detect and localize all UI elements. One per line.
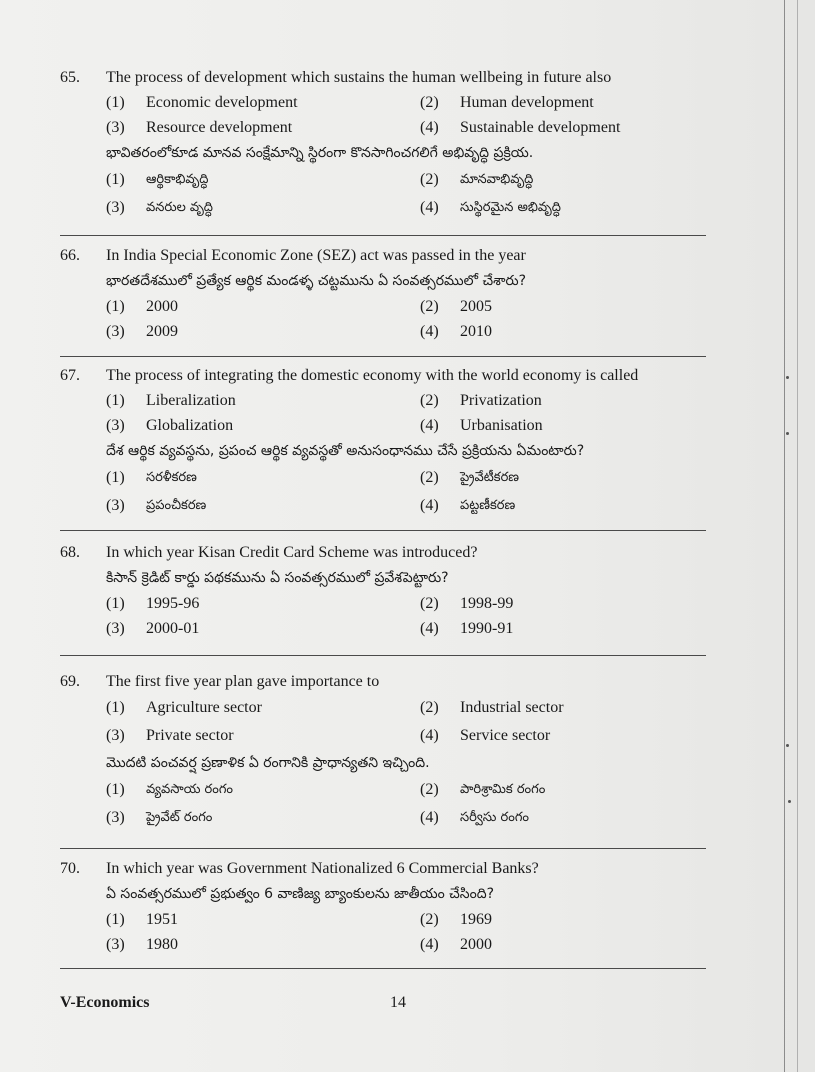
option-label: సుస్థిరమైన అభివృద్ధి <box>460 200 561 215</box>
option <box>420 616 706 641</box>
question-number: 65. <box>60 69 80 86</box>
option-label: 2010 <box>460 323 492 340</box>
question-67 <box>60 364 706 520</box>
option-number: (4) <box>420 323 439 340</box>
option-number: (1) <box>106 298 125 315</box>
scan-speck <box>788 800 791 803</box>
footer-subject: V-Economics <box>60 994 150 1011</box>
option-number: (3) <box>106 119 125 136</box>
options-english <box>60 907 706 957</box>
question-text: The process of development which sustains the human wellbeing in future also <box>106 69 612 86</box>
option <box>106 492 420 520</box>
question-separator <box>60 848 706 849</box>
option-label: ప్రైవేటీకరణ <box>460 470 520 485</box>
option-label: Agriculture sector <box>146 699 262 716</box>
option-number: (1) <box>106 392 125 409</box>
option <box>420 591 706 616</box>
option-number: (1) <box>106 595 125 612</box>
option <box>106 804 420 832</box>
options-english <box>60 694 706 750</box>
options-english <box>60 90 706 140</box>
option-number: (2) <box>420 469 439 486</box>
option-label: 2000 <box>146 298 178 315</box>
page-number: 14 <box>390 994 406 1011</box>
option-number: (3) <box>106 323 125 340</box>
option <box>106 194 420 222</box>
option-label: వనరుల వృద్ధి <box>146 200 213 215</box>
scan-speck <box>786 744 789 747</box>
options-telugu <box>60 776 706 832</box>
scan-speck <box>786 376 789 379</box>
option-label: Service sector <box>460 727 551 744</box>
option-label: 1969 <box>460 911 492 928</box>
question-text-telugu: ఏ సంవత్సరములో ప్రభుత్వం 6 వాణిజ్య బ్యాంకులను జాతీయం చేసింది? <box>106 886 495 902</box>
question-65 <box>60 66 706 222</box>
option-number: (2) <box>420 94 439 111</box>
question-separator <box>60 655 706 656</box>
option <box>420 166 706 194</box>
option-number: (4) <box>420 119 439 136</box>
question-68 <box>60 541 706 641</box>
option-number: (4) <box>420 727 439 744</box>
option-number: (3) <box>106 727 125 744</box>
option-number: (4) <box>420 620 439 637</box>
option <box>106 413 420 438</box>
option-number: (4) <box>420 936 439 953</box>
question-text: The first five year plan gave importance to <box>106 673 380 690</box>
question-text-telugu: కిసాన్ క్రెడిట్ కార్డు పథకమును ఏ సంవత్సరములో ప్రవేశపెట్టారు? <box>106 570 449 586</box>
question-separator <box>60 530 706 531</box>
option <box>420 694 706 722</box>
options-telugu <box>60 464 706 520</box>
option <box>420 932 706 957</box>
option <box>106 90 420 115</box>
question-number: 66. <box>60 247 80 264</box>
question-70 <box>60 857 706 957</box>
option-label: 1998-99 <box>460 595 514 612</box>
option-number: (4) <box>420 417 439 434</box>
option-number: (2) <box>420 595 439 612</box>
option-label: 1990-91 <box>460 620 514 637</box>
option <box>420 776 706 804</box>
scan-speck <box>786 432 789 435</box>
option <box>106 591 420 616</box>
option-label: Liberalization <box>146 392 236 409</box>
option <box>420 492 706 520</box>
option <box>106 932 420 957</box>
option-number: (2) <box>420 298 439 315</box>
option-number: (3) <box>106 497 125 514</box>
option-number: (2) <box>420 392 439 409</box>
question-69 <box>60 670 706 832</box>
option-label: Globalization <box>146 417 234 434</box>
option-label: Sustainable development <box>460 119 621 136</box>
question-separator <box>60 968 706 969</box>
question-text: In which year Kisan Credit Card Scheme was introduced? <box>106 544 478 561</box>
option-number: (3) <box>106 809 125 826</box>
option-label: ప్రపంచీకరణ <box>146 498 207 513</box>
option-label: 2005 <box>460 298 492 315</box>
option-label: 1980 <box>146 936 178 953</box>
option-label: 2000-01 <box>146 620 200 637</box>
option-label: 1951 <box>146 911 178 928</box>
option-label: Industrial sector <box>460 699 564 716</box>
option-number: (1) <box>106 94 125 111</box>
option <box>106 722 420 750</box>
question-text: In which year was Government Nationalized 6 Commercial Banks? <box>106 860 539 877</box>
option-label: పట్టణీకరణ <box>460 498 516 513</box>
option <box>420 194 706 222</box>
option-number: (4) <box>420 497 439 514</box>
options-english <box>60 388 706 438</box>
option-label: సరళీకరణ <box>146 470 197 485</box>
option <box>106 776 420 804</box>
option <box>106 319 420 344</box>
question-text-telugu: భావితరంలోకూడ మానవ సంక్షేమాన్ని స్థిరంగా కొనసాగించగలిగే అభివృద్ధి ప్రక్రియ. <box>106 145 534 161</box>
option <box>420 319 706 344</box>
question-text-telugu: దేశ ఆర్థిక వ్యవస్థను, ప్రపంచ ఆర్థిక వ్యవస్థతో అనుసంధానము చేసే ప్రక్రియను ఏమంటారు? <box>106 443 585 459</box>
question-text: In India Special Economic Zone (SEZ) act was passed in the year <box>106 247 526 264</box>
question-number: 69. <box>60 673 80 690</box>
scan-edge-line <box>784 0 785 1072</box>
question-number: 68. <box>60 544 80 561</box>
option <box>106 694 420 722</box>
option <box>420 722 706 750</box>
question-number: 67. <box>60 367 80 384</box>
option <box>106 294 420 319</box>
option-label: Urbanisation <box>460 417 543 434</box>
option <box>420 464 706 492</box>
option-label: ప్రైవేట్ రంగం <box>146 810 213 825</box>
option-label: 1995-96 <box>146 595 200 612</box>
option-number: (3) <box>106 936 125 953</box>
option-label: Human development <box>460 94 594 111</box>
question-text-telugu: మొదటి పంచవర్ష ప్రణాళిక ఏ రంగానికి ప్రాధాన్యతని ఇచ్చింది. <box>106 755 430 771</box>
option-number: (2) <box>420 911 439 928</box>
option-number: (1) <box>106 469 125 486</box>
option <box>106 907 420 932</box>
option-label: ఆర్థికాభివృద్ధి <box>146 172 209 187</box>
option <box>420 294 706 319</box>
options-english <box>60 294 706 344</box>
option-number: (1) <box>106 171 125 188</box>
option <box>106 166 420 194</box>
option-number: (3) <box>106 417 125 434</box>
question-separator <box>60 235 706 236</box>
option <box>420 907 706 932</box>
option-number: (4) <box>420 199 439 216</box>
option <box>420 413 706 438</box>
option <box>106 388 420 413</box>
option-number: (3) <box>106 199 125 216</box>
options-telugu <box>60 166 706 222</box>
option-number: (1) <box>106 911 125 928</box>
question-66 <box>60 244 706 344</box>
option-label: 2009 <box>146 323 178 340</box>
option-label: Economic development <box>146 94 298 111</box>
option-label: Privatization <box>460 392 542 409</box>
option-number: (2) <box>420 781 439 798</box>
option-label: Resource development <box>146 119 293 136</box>
options-english <box>60 591 706 641</box>
option <box>420 90 706 115</box>
option <box>420 115 706 140</box>
option <box>106 464 420 492</box>
question-text: The process of integrating the domestic economy with the world economy is called <box>106 367 639 384</box>
option-number: (1) <box>106 781 125 798</box>
option-label: Private sector <box>146 727 234 744</box>
option <box>106 115 420 140</box>
option-label: పారిశ్రామిక రంగం <box>460 782 546 797</box>
option-number: (2) <box>420 171 439 188</box>
option-label: సర్వీసు రంగం <box>460 810 530 825</box>
scan-edge-line <box>797 0 798 1072</box>
option <box>106 616 420 641</box>
option-label: మానవాభివృద్ధి <box>460 172 534 187</box>
option <box>420 388 706 413</box>
option-label: 2000 <box>460 936 492 953</box>
option <box>420 804 706 832</box>
question-separator <box>60 356 706 357</box>
question-number: 70. <box>60 860 80 877</box>
option-number: (3) <box>106 620 125 637</box>
option-number: (1) <box>106 699 125 716</box>
question-text-telugu: భారతదేశములో ప్రత్యేక ఆర్థిక మండళ్ళ చట్టమును ఏ సంవత్సరములో చేశారు? <box>106 273 527 289</box>
option-number: (2) <box>420 699 439 716</box>
option-label: వ్యవసాయ రంగం <box>146 782 234 797</box>
option-number: (4) <box>420 809 439 826</box>
